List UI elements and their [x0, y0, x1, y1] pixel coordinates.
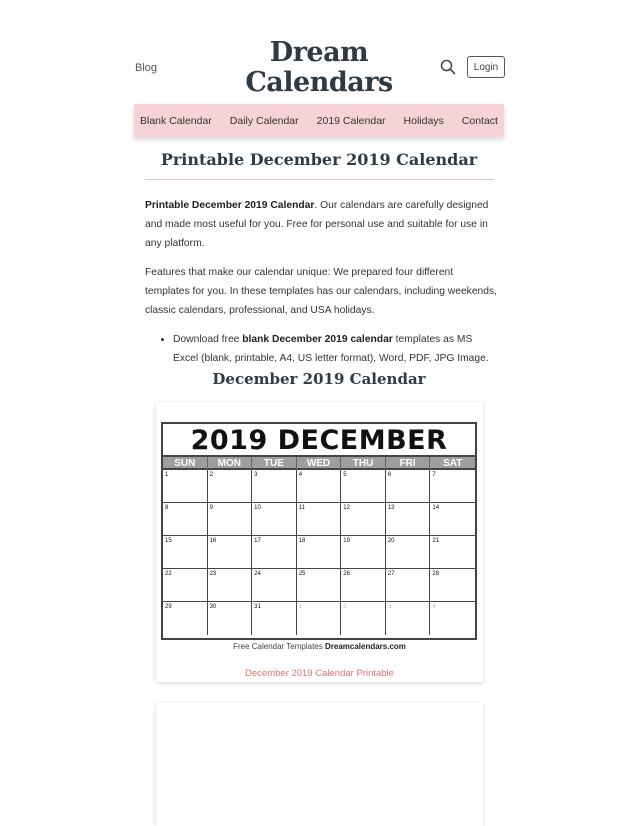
features-paragraph: Features that make our calendar unique: We prepared four different templates for you. In these templates has our calendars, including weekends, classic calendars, professional, and USA holidays. — [145, 267, 498, 316]
calendar-day-cell: 10 — [252, 503, 297, 536]
title-divider — [145, 179, 494, 180]
list-item — [173, 330, 497, 368]
weekday-label: SAT — [443, 458, 463, 469]
calendar-day-cell-next-month: 2 — [341, 602, 386, 635]
section-title: December 2019 Calendar — [212, 370, 426, 388]
next-calendar-card — [156, 703, 483, 826]
calendar-day-cell: 29 — [163, 602, 208, 635]
calendar-day-cell: 12 — [341, 503, 386, 536]
nav-item-daily-calendar[interactable]: Daily Calendar — [229, 114, 299, 127]
main-nav — [134, 104, 504, 137]
bullet-post: templates as MS Excel (blank, printable, A4, US letter format), Word, PDF, JPG Image. — [173, 334, 489, 364]
calendar-day-cell: 26 — [341, 569, 386, 602]
calendar-day-cell-next-month: 3 — [386, 602, 431, 635]
calendar-day-cell: 7 — [430, 470, 475, 503]
calendar-day-cell: 11 — [297, 503, 342, 536]
intro-text: . Our calendars are carefully designed and made most useful for you. Free for personal use and suitable for use in any platform. — [145, 200, 489, 249]
calendar-day-cell-next-month: 4 — [432, 604, 436, 610]
weekday-label: MON — [208, 457, 253, 470]
calendar-day-cell: 3 — [252, 470, 297, 503]
weekday-label: SUN — [163, 457, 208, 470]
intro-bold: Printable December 2019 Calendar — [145, 200, 315, 211]
calendar-day-cell: 21 — [430, 536, 475, 569]
intro-paragraph — [145, 196, 497, 253]
nav-item-2019-calendar[interactable]: 2019 Calendar — [316, 114, 386, 127]
site-header — [0, 0, 638, 104]
footer-site: Dreamcalendars.com — [324, 642, 406, 651]
calendar-day-cell: 27 — [386, 569, 431, 602]
bullet-bold: blank December 2019 calendar — [242, 334, 393, 345]
calendar-day-cell: 15 — [163, 536, 208, 569]
calendar-day-cell: 19 — [341, 536, 386, 569]
calendar-day-cell: 20 — [386, 536, 431, 569]
nav-item-contact[interactable]: Contact — [461, 114, 498, 127]
calendar-grid — [163, 470, 475, 635]
calendar-day-cell: 24 — [252, 569, 297, 602]
weekday-label: FRI — [386, 457, 431, 470]
calendar-day-cell: 22 — [163, 569, 208, 602]
calendar-day-cell: 30 — [208, 602, 253, 635]
calendar-day-cell: 14 — [430, 503, 475, 536]
calendar-day-cell: 13 — [386, 503, 431, 536]
weekday-label: WED — [297, 457, 342, 470]
calendar-day-cell: 6 — [386, 470, 431, 503]
blog-link[interactable]: Blog — [135, 62, 158, 74]
calendar-day-cell: 2 — [208, 470, 253, 503]
calendar-day-cell: 23 — [208, 569, 253, 602]
calendar-day-cell: 25 — [297, 569, 342, 602]
bullet-pre: Download free — [173, 334, 243, 345]
search-icon[interactable] — [440, 59, 456, 75]
article-body — [145, 196, 497, 368]
weekday-label: TUE — [252, 457, 297, 470]
calendar-day-cell: 8 — [163, 503, 208, 536]
calendar-day-cell: 5 — [341, 470, 386, 503]
site-logo[interactable] — [0, 38, 638, 98]
logo-line-2: Calendars — [245, 67, 393, 98]
weekday-header — [163, 457, 475, 470]
calendar-day-cell-next-month: 1 — [297, 602, 342, 635]
calendar-day-cell: 17 — [252, 536, 297, 569]
calendar-day-cell: 18 — [297, 536, 342, 569]
nav-item-blank-calendar[interactable]: Blank Calendar — [140, 114, 212, 127]
weekday-label: THU — [341, 457, 386, 470]
calendar-day-cell: 16 — [208, 536, 253, 569]
logo-line-1: Dream — [269, 37, 369, 68]
calendar-title: 2019 DECEMBER — [163, 424, 475, 457]
login-button[interactable]: Login — [467, 56, 505, 78]
calendar-footer — [156, 642, 483, 651]
calendar-day-cell: 28 — [430, 569, 475, 602]
footer-text: Free Calendar Templates — [233, 642, 325, 651]
calendar-card — [156, 402, 483, 682]
calendar-day-cell: 9 — [208, 503, 253, 536]
calendar-day-cell: 31 — [252, 602, 297, 635]
calendar-day-cell: 4 — [297, 470, 342, 503]
download-list — [173, 330, 497, 368]
page-title: Printable December 2019 Calendar — [160, 150, 478, 169]
calendar-day-cell: 1 — [163, 470, 208, 503]
calendar-caption[interactable]: December 2019 Calendar Printable — [245, 668, 394, 679]
calendar-image[interactable] — [161, 422, 477, 640]
nav-item-holidays[interactable]: Holidays — [403, 114, 444, 127]
